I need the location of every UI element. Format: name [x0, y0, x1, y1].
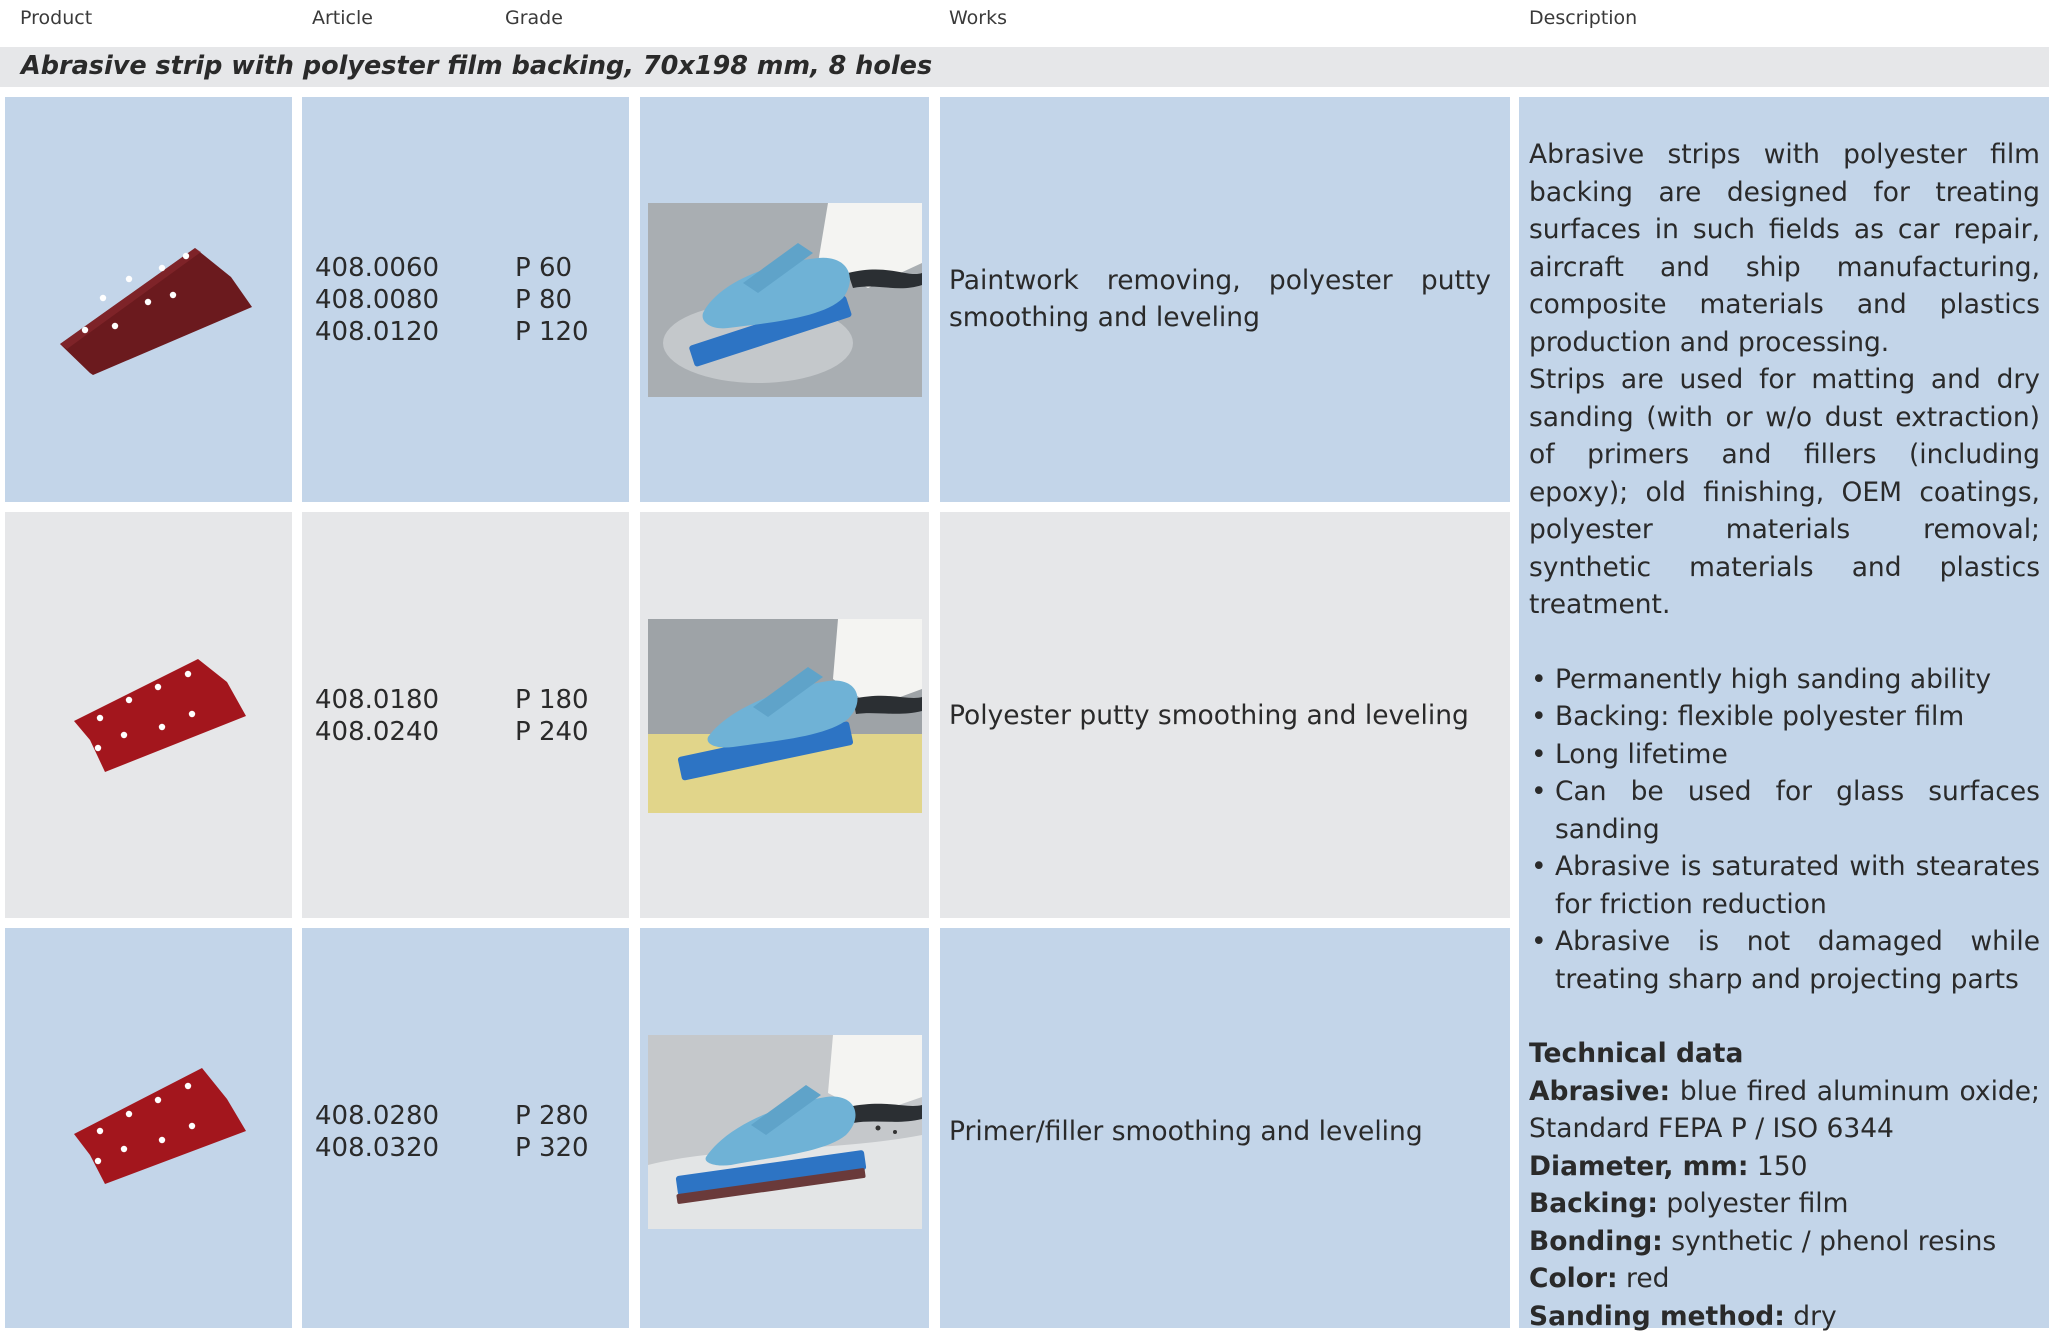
row2-sanding-photo: [648, 619, 922, 813]
header-article: Article: [312, 7, 373, 29]
technical-label: Sanding method:: [1529, 1301, 1785, 1332]
feature-item: • Abrasive is not damaged while treating sharp and projecting parts: [1529, 923, 2040, 998]
row2-article-list: [315, 684, 439, 748]
technical-label: Diameter, mm:: [1529, 1151, 1748, 1182]
abrasive-strip-image: [5, 97, 292, 502]
technical-label: Backing:: [1529, 1188, 1658, 1219]
article-number: 408.0240: [315, 716, 439, 748]
grade-value: P 320: [515, 1132, 589, 1164]
technical-data-title: Technical data: [1529, 1035, 2040, 1073]
technical-row: [1529, 1148, 2040, 1186]
row1-article-list: [315, 252, 439, 348]
article-number: 408.0180: [315, 684, 439, 716]
feature-item: • Abrasive is saturated with stearates for friction reduction: [1529, 848, 2040, 923]
grade-value: P 60: [515, 252, 589, 284]
article-number: 408.0320: [315, 1132, 439, 1164]
technical-row: [1529, 1260, 2040, 1298]
technical-value: 150: [1757, 1151, 1808, 1182]
technical-value: dry: [1793, 1301, 1836, 1332]
description-paragraph: Abrasive strips with polyester film backing are designed for treating surfaces in such fields as car repair, aircraft and ship manufacturing, composite materials and plastics production and processing.: [1529, 136, 2040, 361]
feature-list: [1529, 661, 2040, 999]
section-title-band: [0, 47, 2049, 87]
technical-row: [1529, 1185, 2040, 1223]
grade-value: P 280: [515, 1100, 589, 1132]
row2-product-cell: [5, 512, 292, 918]
technical-value: polyester film: [1666, 1188, 1848, 1219]
technical-value: blue fired aluminum oxide; Standard FEPA P / ISO 6344: [1529, 1076, 2040, 1145]
grade-value: P 120: [515, 316, 589, 348]
header-product: Product: [20, 7, 92, 29]
row1-grade-list: [515, 252, 589, 348]
row3-works-text: Primer/filler smoothing and leveling: [949, 1113, 1491, 1150]
article-number: 408.0060: [315, 252, 439, 284]
technical-label: Bonding:: [1529, 1226, 1663, 1257]
technical-row: [1529, 1298, 2040, 1335]
grade-value: P 180: [515, 684, 589, 716]
section-title: Abrasive strip with polyester film backing, 70x198 mm, 8 holes: [21, 51, 932, 81]
row1-sanding-photo: [648, 203, 922, 397]
grade-value: P 240: [515, 716, 589, 748]
technical-label: Color:: [1529, 1263, 1618, 1294]
technical-row: [1529, 1223, 2040, 1261]
article-number: 408.0120: [315, 316, 439, 348]
feature-item: • Backing: flexible polyester film: [1529, 698, 2040, 736]
article-number: 408.0080: [315, 284, 439, 316]
row3-product-cell: [5, 928, 292, 1328]
feature-item: • Permanently high sanding ability: [1529, 661, 2040, 699]
technical-value: synthetic / phenol resins: [1671, 1226, 1996, 1257]
row3-article-list: [315, 1100, 439, 1164]
header-works: Works: [949, 7, 1007, 29]
article-number: 408.0280: [315, 1100, 439, 1132]
feature-item: • Can be used for glass surfaces sanding: [1529, 773, 2040, 848]
technical-value: red: [1626, 1263, 1669, 1294]
header-grade: Grade: [505, 7, 563, 29]
abrasive-strip-image: [5, 512, 292, 918]
row3-grade-list: [515, 1100, 589, 1164]
row3-sanding-photo: [648, 1035, 922, 1229]
header-description: Description: [1529, 7, 1637, 29]
row1-product-cell: [5, 97, 292, 502]
abrasive-strip-image: [5, 928, 292, 1328]
feature-item: • Long lifetime: [1529, 736, 2040, 774]
row2-grade-list: [515, 684, 589, 748]
row1-works-text: Paintwork removing, polyester putty smoothing and leveling: [949, 262, 1491, 336]
grade-value: P 80: [515, 284, 589, 316]
description-text: [1529, 136, 2040, 1335]
technical-row: [1529, 1073, 2040, 1148]
row2-works-text: Polyester putty smoothing and leveling: [949, 697, 1491, 734]
description-paragraph: Strips are used for matting and dry sanding (with or w/o dust extraction) of primers and fillers (including epoxy); old finishing, OEM coatings, polyester materials removal; synthetic materials and plastics treatment.: [1529, 361, 2040, 624]
technical-label: Abrasive:: [1529, 1076, 1670, 1107]
